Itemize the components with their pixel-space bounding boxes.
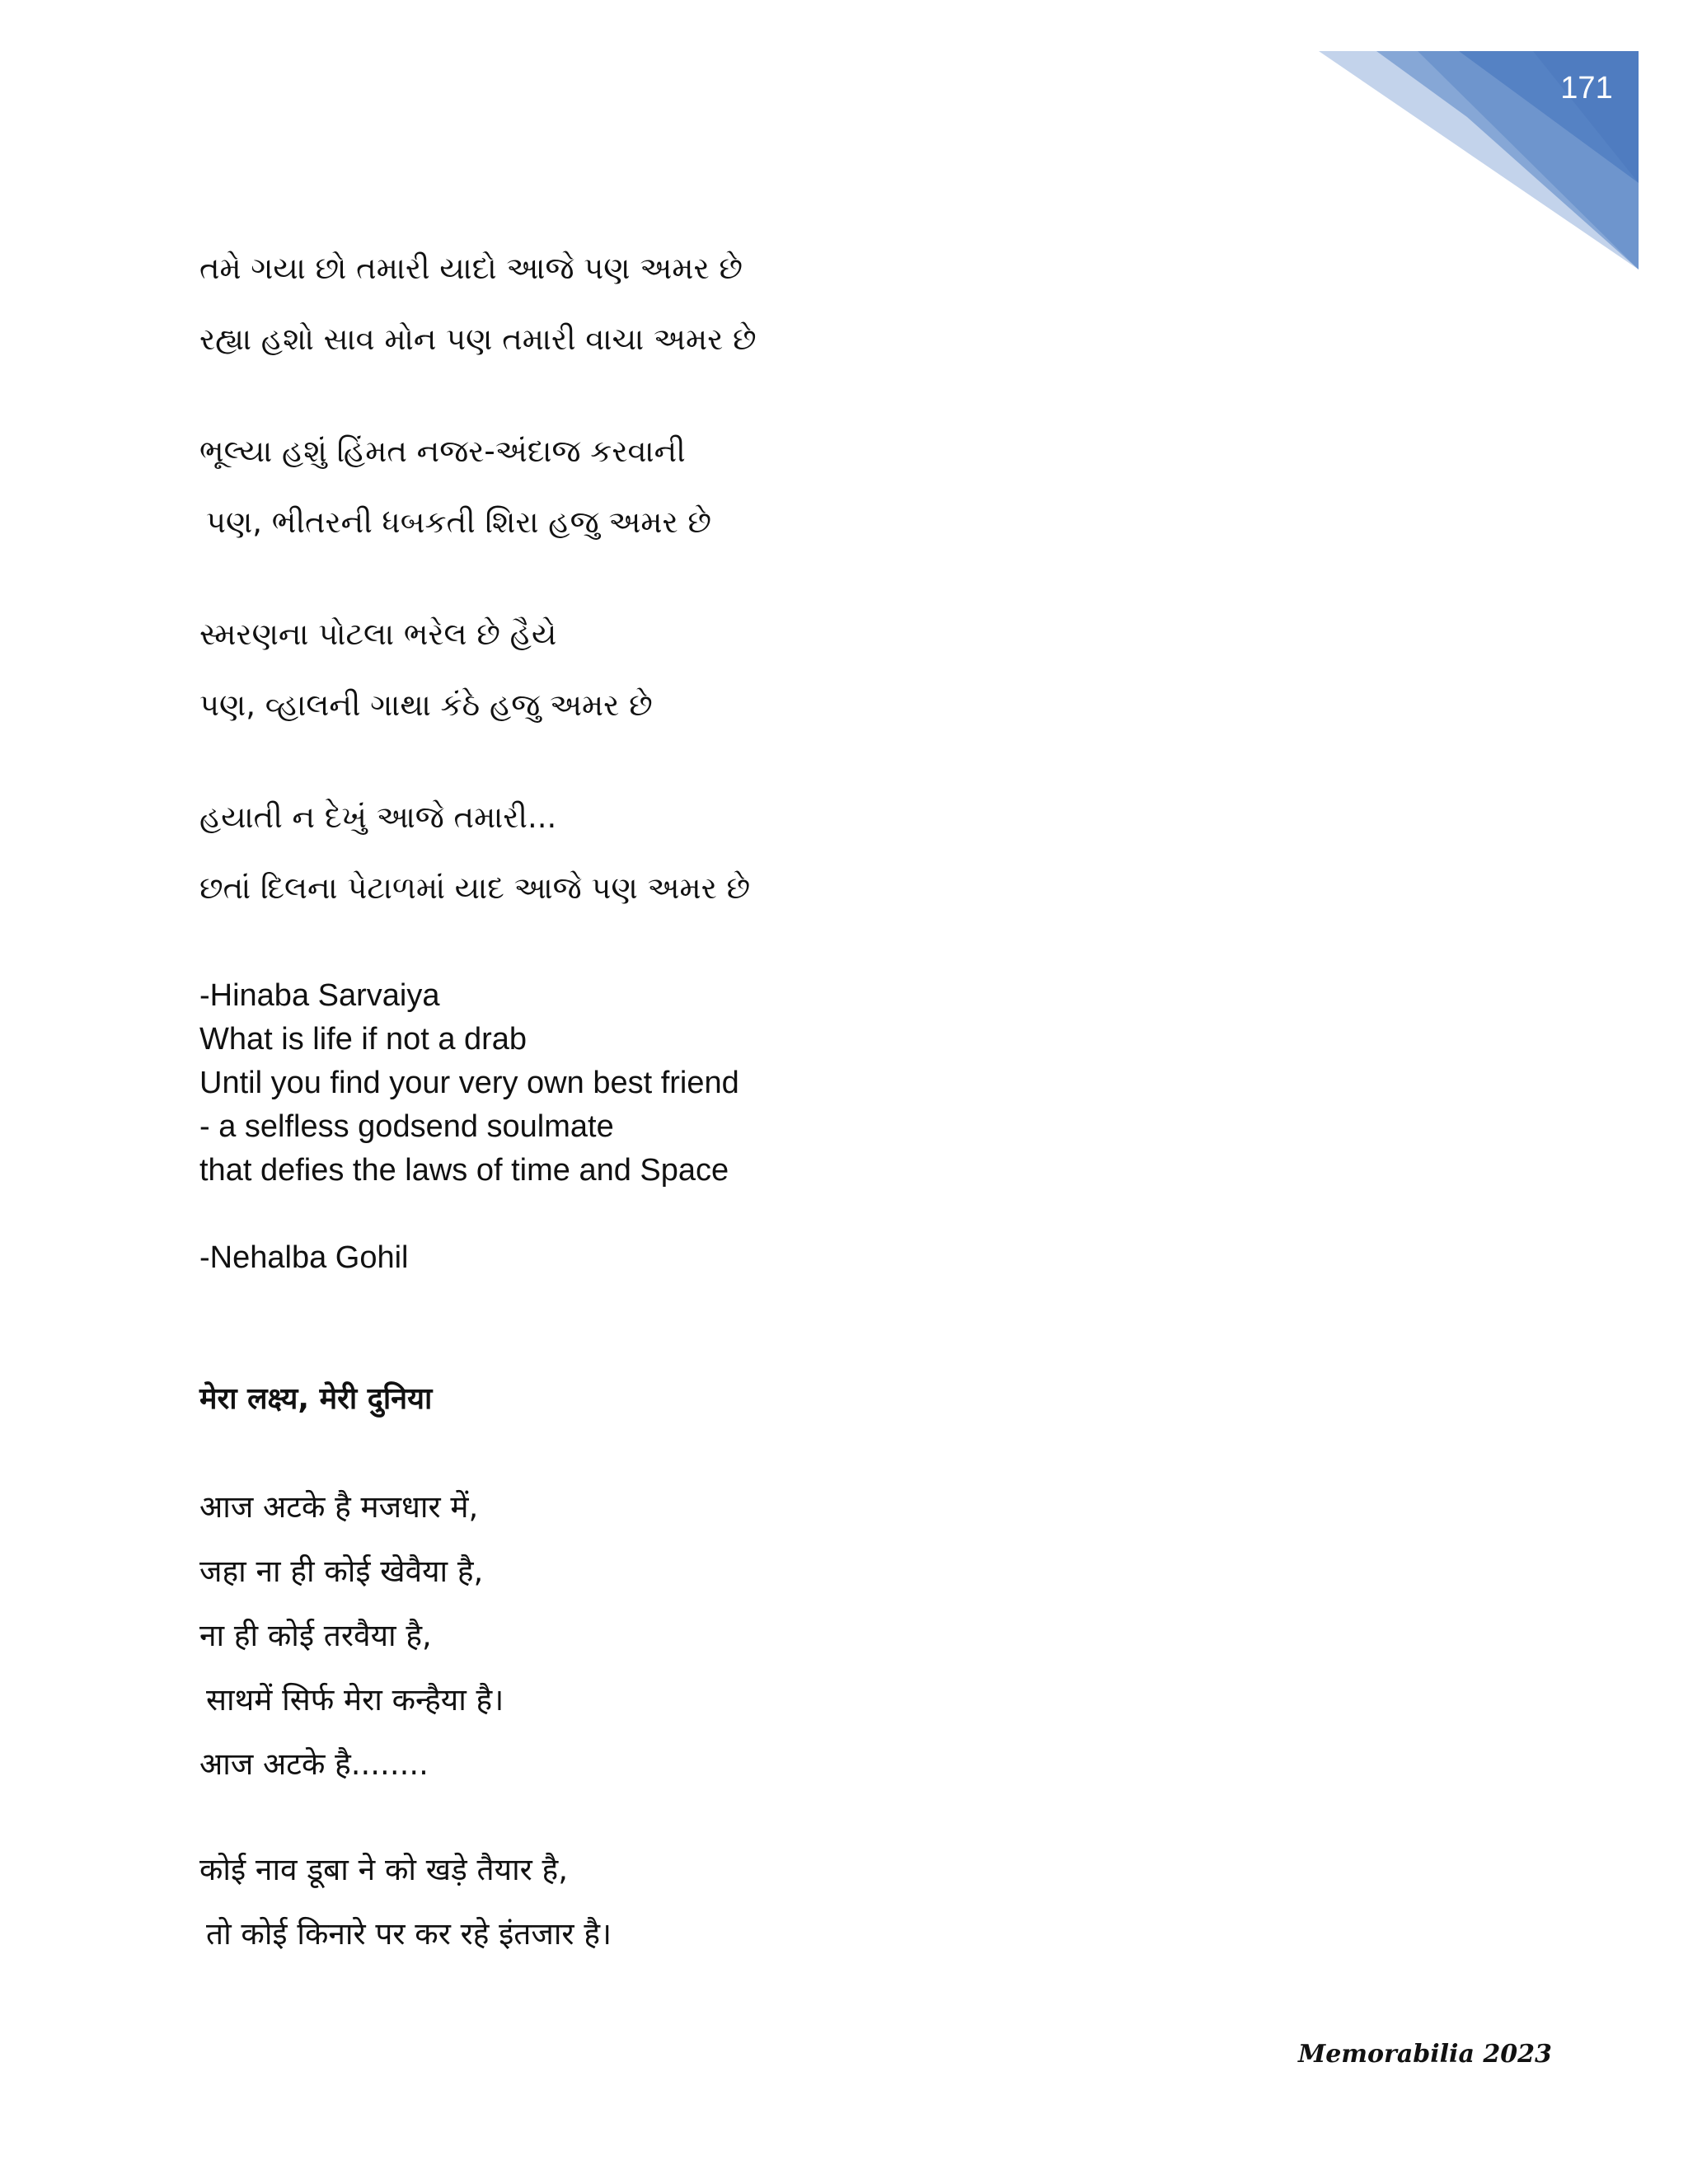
poem-line: that defies the laws of time and Space <box>199 1153 729 1188</box>
gujarati-stanza-4 <box>199 782 750 924</box>
poem-line: પણ, વ્હાલની ગાથા કંઠે હજુ અમર છે <box>199 687 653 723</box>
poem-line: आज अटके है मजधार में, <box>199 1489 479 1525</box>
hindi-stanza-1 <box>199 1475 504 1797</box>
hindi-poem-title: मेरा लक्ष्य, मेरी दुनिया <box>199 1382 433 1416</box>
poem-line: ना ही कोई तरवैया है, <box>199 1618 432 1653</box>
english-poem-author: -Nehalba Gohil <box>199 1240 409 1275</box>
hindi-stanza-2 <box>199 1838 612 1966</box>
english-block <box>199 974 739 1193</box>
poem-line: What is life if not a drab <box>199 1022 528 1057</box>
poem-line: સ્મરણના પોટલા ભરેલ છે હૈયે <box>199 616 557 652</box>
poem-line: પણ, ભીતરની ધબકતી શિરા હજુ અમર છે <box>206 504 712 540</box>
gujarati-poem-author: -Hinaba Sarvaiya <box>199 978 440 1013</box>
poem-line: - a selfless godsend soulmate <box>199 1109 614 1144</box>
poem-line: कोई नाव डूबा ने को खड़े तैयार है, <box>199 1852 568 1887</box>
footer-title: Memorabilia 2023 <box>1298 2040 1552 2069</box>
page-number: 171 <box>1560 71 1613 105</box>
gujarati-stanza-2 <box>199 416 711 558</box>
poem-line: Until you find your very own best friend <box>199 1066 739 1100</box>
poem-line: आज अटके है........ <box>199 1746 429 1782</box>
poem-line: છતાં દિલના પેટાળમાં યાદ આજે પણ અમર છે <box>199 870 751 906</box>
gujarati-stanza-1 <box>199 233 757 375</box>
poem-line: રહ્યા હશો સાવ મોન પણ તમારી વાચા અમર છે <box>199 321 757 357</box>
poem-line: ભૂલ્યા હશું હિંમત નજર-અંદાજ કરવાની <box>199 434 686 469</box>
poem-line: जहा ना ही कोई खेवैया है, <box>199 1554 484 1589</box>
gujarati-stanza-3 <box>199 599 653 741</box>
poem-line: तो कोई किनारे पर कर रहे इंतजार है। <box>206 1916 612 1952</box>
poem-line: साथमें सिर्फ मेरा कन्हैया है। <box>206 1682 504 1718</box>
poem-line: હયાતી ન દેખું આજે તમારી... <box>199 799 557 835</box>
poem-line: તમે ગયા છો તમારી યાદો આજે પણ અમર છે <box>199 251 743 286</box>
